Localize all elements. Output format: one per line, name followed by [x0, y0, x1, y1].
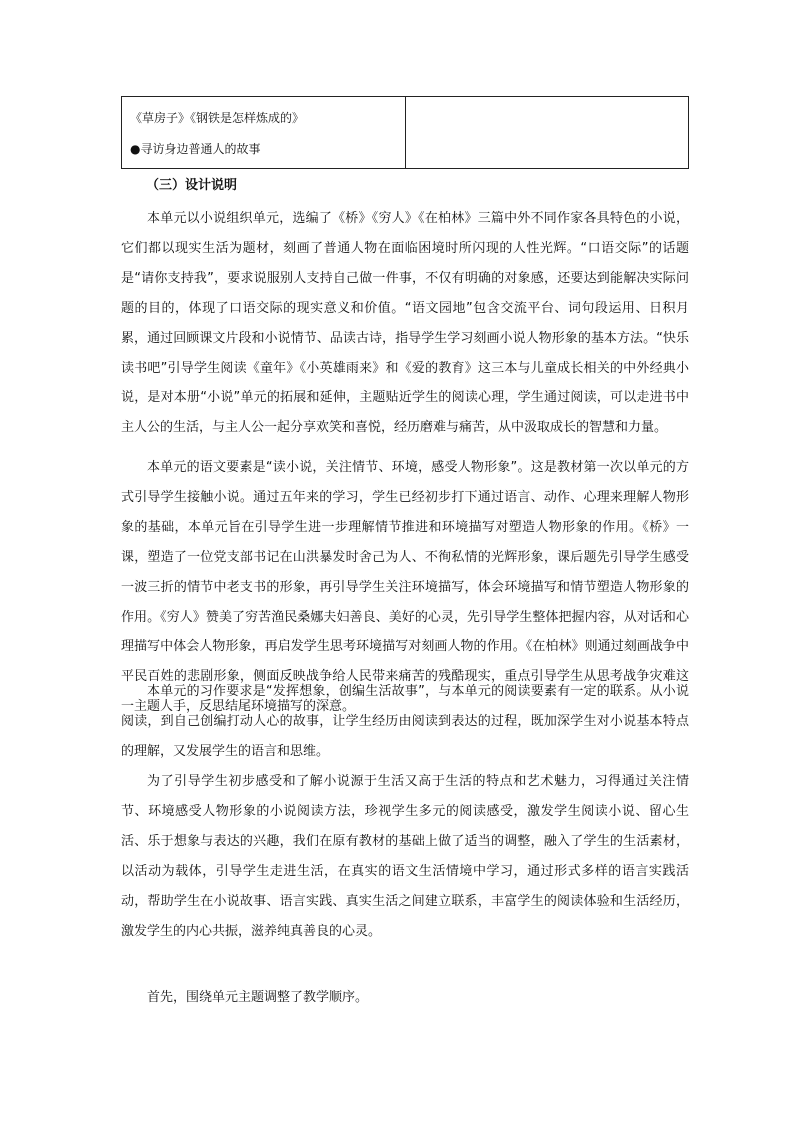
paragraph-5: 首先，围绕单元主题调整了教学顺序。	[147, 990, 369, 1005]
paragraph-3: 本单元的习作要求是“发挥想象，创编生活故事”，与本单元的阅读要素有一定的联系。从小说阅读，到自己创编打动人心的故事，让学生经历由阅读到表达的过程，既加深学生对小说基本特点的理解，又发展学生的语言和思维。	[121, 684, 689, 759]
table-right-cell	[406, 97, 688, 168]
paragraph-4: 为了引导学生初步感受和了解小说源于生活又高于生活的特点和艺术魅力，习得通过关注情节、环境感受人物形象的小说阅读方法，珍视学生多元的阅读感受，激发学生阅读小说、留心生活、乐于想象与表达的兴趣，我们在原有教材的基础上做了适当的调整，融入了学生的生活素材，以活动为载体，引导学生走进生活，在真实的语文生活情境中学习，通过形式多样的语言实践活动，帮助学生在小说故事、语言实践、真实生活之间建立联系，丰富学生的阅读体验和生活经历，激发学生的内心共振，滋养纯真善良的心灵。	[121, 774, 689, 939]
reading-table	[121, 96, 689, 169]
table-row-activity: ●寻访身边普通人的故事	[130, 142, 261, 156]
paragraph-1: 本单元以小说组织单元，选编了《桥》《穷人》《在柏林》三篇中外不同作家各具特色的小说，它们都以现实生活为题材，刻画了普通人物在面临困境时所闪现的人性光辉。“口语交际”的话题是“请你支持我”，要求说服别人支持自己做一件事，不仅有明确的对象感，还要达到能解决实际问题的目的，体现了口语交际的现实意义和价值。“语文园地”包含交流平台、词句段运用、日积月累，通过回顾课文片段和小说情节、品读古诗，指导学生学习刻画小说人物形象的基本方法。“快乐读书吧”引导学生阅读《童年》《小英雄雨来》和《爱的教育》这三本与儿童成长相关的中外经典小说，是对本册“小说”单元的拓展和延伸，主题贴近学生的阅读心理，学生通过阅读，可以走进书中主人公的生活，与主人公一起分享欢笑和喜悦，经历磨难与痛苦，从中汲取成长的智慧和力量。	[121, 211, 689, 436]
paragraph-2: 本单元的语文要素是“读小说，关注情节、环境，感受人物形象”。这是教材第一次以单元的方式引导学生接触小说。通过五年来的学习，学生已经初步打下通过语言、动作、心理来理解人物形象的基础，本单元旨在引导学生进一步理解情节推进和环境描写对塑造人物形象的作用。《桥》一课，塑造了一位党支部书记在山洪暴发时舍己为人、不徇私情的光辉形象，课后题先引导学生感受一波三折的情节中老支书的形象，再引导学生关注环境描写，体会环境描写和情节塑造人物形象的作用。《穷人》赞美了穷苦渔民桑娜夫妇善良、美好的心灵，先引导学生整体把握内容，从对话和心理描写中体会人物形象，再启发学生思考环境描写对刻画人物的作用。《在柏林》则通过刻画战争中平民百姓的悲剧形象，侧面反映战争给人民带来痛苦的残酷现实，重点引导学生从思考战争灾难这一主题人手，反思结尾环境描写的深意。	[121, 460, 689, 715]
table-row-books: 《草房子》《钢铁是怎样炼成的》	[130, 111, 305, 125]
section-title: （三）设计说明	[146, 178, 238, 193]
table-left-cell	[122, 97, 406, 168]
